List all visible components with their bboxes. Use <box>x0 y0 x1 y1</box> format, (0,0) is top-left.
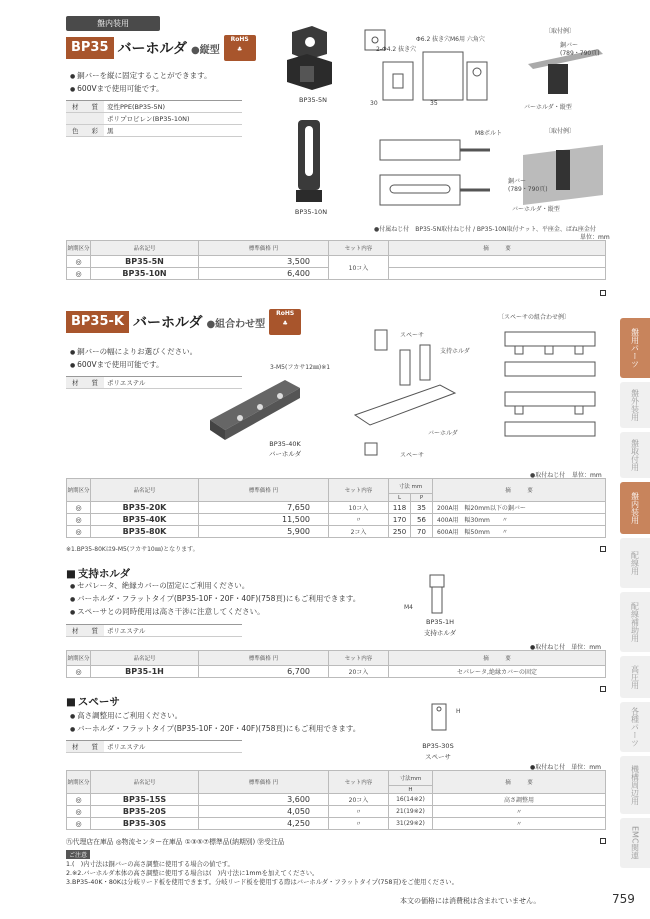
sidebar-item-2[interactable]: 盤取付用 <box>620 432 650 478</box>
holder-price-table: 納期区分 品名記号 標準価格 円 セット内容 摘 要 ◎ BP35-1H 6,700 20コ入 セパレータ,絶縁カバーの固定 <box>66 650 606 678</box>
bp35k-spec-table: 材 質 ポリエステル <box>66 376 242 389</box>
notes-title: ご注意 <box>66 850 90 859</box>
spacer-heading: ■ スペーサ <box>66 694 120 709</box>
sidebar-item-6[interactable]: 高圧用 <box>620 656 650 698</box>
bp35-10n-image <box>288 118 332 208</box>
rohs-badge: RoHS ♣ <box>224 35 256 61</box>
spacer-bullets: ● 高さ調整用にご利用ください。 ● バーホルダ・フラットタイプ(BP35-10F・20F・40F)(758頁)にもご利用できます。 <box>70 710 360 736</box>
bp35-1h-image <box>420 570 470 620</box>
bp35-note: ●付属ねじ付 BP35-5N取付ねじ付 / BP35-10N取付ナット、平座金、ばね座金付 <box>374 226 596 233</box>
holder-spec-table: 材 質 ポリエステル <box>66 624 242 637</box>
tax-note: 本文の価格には消費税は含まれていません。 <box>400 897 541 905</box>
sidebar-item-7[interactable]: 各種パーツ <box>620 702 650 752</box>
bp35-title <box>66 36 256 60</box>
product-name: バーホルダ <box>117 41 187 57</box>
leaf-icon: ♣ <box>282 320 288 327</box>
bp35-spec-table: 材 質 変性PPE(BP35-5N) ポリプロピレン(BP35-10N) 色 彩 黒 <box>66 100 242 137</box>
spacer-combination-examples <box>495 322 605 457</box>
bp35-10n-caption: BP35-10N <box>294 208 328 216</box>
bp35k-price-table: 納期区分 品名記号 標準価格 円 セット内容 寸法 mm 摘 要 L P ◎ BP35-20K 7,650 10コ入 118 35 200A用 幅20mm以下の銅バー ◎ BP35-40K 11,500 〃 170 56 400A用 幅30mm 〃 ◎ BP35-80K 5,900 2コ入 250 70 600A用 幅50mm 〃 <box>66 478 606 538</box>
bp35k-bullets: ● 銅バーの幅によりお選びください。 ● 600Vまで使用可能です。 <box>70 346 197 372</box>
table-row: ◎ BP35-5N 3,500 10コ入 <box>67 256 606 268</box>
sidebar-item-8[interactable]: 機構周辺用 <box>620 756 650 814</box>
sidebar-item-9[interactable]: EMC関連 <box>620 818 650 868</box>
product-code: BP35 <box>66 37 114 59</box>
rohs-badge: RoHS ♣ <box>269 309 301 335</box>
install-example-2 <box>518 140 608 210</box>
sidebar-item-4[interactable]: 配線用 <box>620 538 650 588</box>
holder-bullets: ● セパレータ、絶縁カバーの固定にご利用ください。 ● バーホルダ・フラットタイプ(BP35-10F・20F・40F)(758頁)にもご利用できます。 ● スペーサとの同時使用は高さ干渉に注意してください。 <box>70 580 360 619</box>
bp35-30s-image <box>418 700 468 740</box>
end-mark <box>600 290 606 296</box>
table-row: ◎ BP35-10N 6,400 <box>67 268 606 280</box>
bp35-5n-image <box>282 24 342 94</box>
holder-heading: ■ 支持ホルダ <box>66 566 130 581</box>
table-row: ◎ BP35-20S 4,050 〃 21(19※2) 〃 <box>67 806 606 818</box>
table-row: ◎ BP35-15S 3,600 20コ入 16(14※2) 高さ調整用 <box>67 794 606 806</box>
bp35-10n-drawing <box>360 130 500 230</box>
end-mark <box>600 686 606 692</box>
product-sub: ●縦型 <box>190 44 220 56</box>
leaf-icon: ♣ <box>237 46 243 53</box>
bp35-bullets: ● 銅バーを縦に固定することができます。 ● 600Vまで使用可能です。 <box>70 70 212 96</box>
sidebar-item-1[interactable]: 盤外装用 <box>620 382 650 428</box>
sidebar-item-3[interactable]: 盤内装用 <box>620 482 650 534</box>
legend: ㊈代理店在庫品 ◎物流センター在庫品 ①③⑤⑦標準品(納期別) ㊫受注品 <box>66 838 285 846</box>
spacer-price-table: 納期区分 品名記号 標準価格 円 セット内容 寸法mm 摘 要 H ◎ BP35-15S 3,600 20コ入 16(14※2) 高さ調整用 ◎ BP35-20S 4,050 〃 21(19※2) 〃 ◎ BP35-30S 4,250 〃 31(29※2) 〃 <box>66 770 606 830</box>
bp35k-title: BP35-K バーホルダ ●組合わせ型 RoHS ♣ <box>66 310 301 334</box>
table-row: ◎ BP35-1H 6,700 20コ入 セパレータ,絶縁カバーの固定 <box>67 666 606 678</box>
category-label: 盤内装用 <box>66 16 160 31</box>
sidebar-item-0[interactable]: 盤用パーツ <box>620 318 650 378</box>
table-row: ◎ BP35-20K 7,650 10コ入 118 35 200A用 幅20mm以下の銅バー <box>67 502 606 514</box>
table-row: ◎ BP35-80K 5,900 2コ入 250 70 600A用 幅50mm 〃 <box>67 526 606 538</box>
end-mark <box>600 838 606 844</box>
page-number: 759 <box>612 892 635 906</box>
end-mark <box>600 546 606 552</box>
bp35-price-table: 納期区分 品名記号 標準価格 円 セット内容 摘 要 ◎ BP35-5N 3,500 10コ入 ◎ BP35-10N 6,400 <box>66 240 606 280</box>
bp35-5n-caption: BP35-5N <box>299 96 327 104</box>
notes: 1.( )内寸法は銅バーの高さ調整に使用する場合の値です。 2.※2.バーホルダ本体の高さ調整に使用する場合は( )内寸法に1mmを加えてください。 3.BP35-40K・80Kは分岐リード板を使用できます。分岐リード板を使用する際はバーホルダ・フラットタイプ(758頁)をご使用ください。 <box>66 861 458 886</box>
spacer-spec-table: 材 質 ポリエステル <box>66 740 242 753</box>
sidebar-item-5[interactable]: 配線補助用 <box>620 592 650 652</box>
table-row: ◎ BP35-30S 4,250 〃 31(29※2) 〃 <box>67 818 606 830</box>
bp35-40k-image <box>200 360 310 450</box>
table-row: ◎ BP35-40K 11,500 〃 170 56 400A用 幅30mm 〃 <box>67 514 606 526</box>
